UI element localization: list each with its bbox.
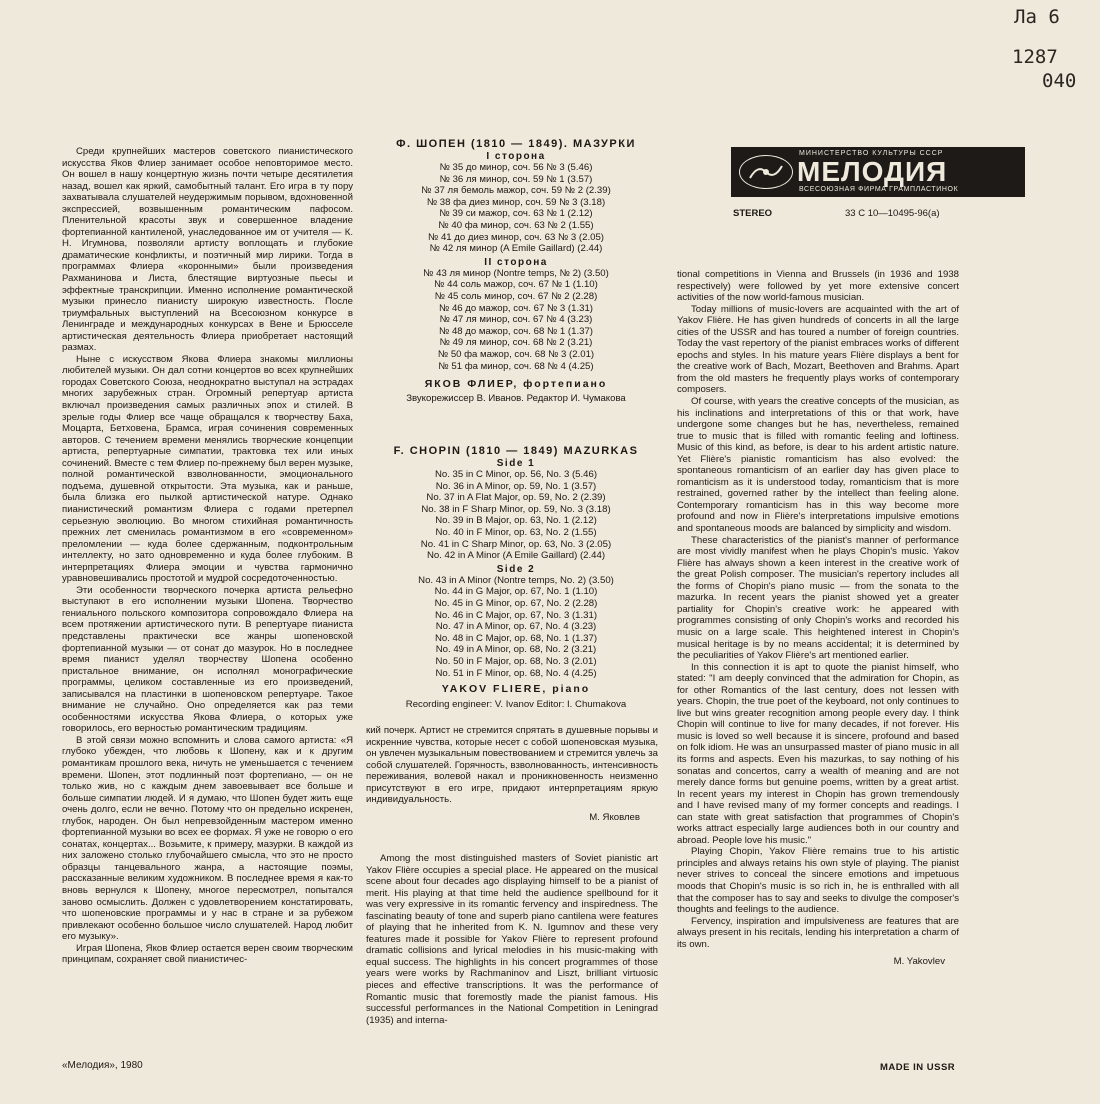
track-item: № 45 соль минор, соч. 67 № 2 (2.28): [434, 290, 598, 302]
ru-credits: Звукорежиссер В. Иванов. Редактор И. Чумакова: [406, 393, 626, 405]
paragraph: Today millions of music-lovers are acquainted with the art of Yakov Flière. He has given hundreds of concerts in all the large cities of the USSR and has toured a number of foreign countries. Today the vast repertory of the pianist embraces works of different epochs and styles. In his mature years Flière displays a bent for the creative work of Bach, Mozart, Beethoven and Brahms. Apart from the old masters he frequently plays works of contemporary composers.: [677, 303, 959, 396]
footer-publisher: «Мелодия», 1980: [62, 1060, 143, 1071]
track-item: No. 42 in A Minor (A Emile Gaillard) (2.44): [426, 550, 606, 562]
paragraph: In this connection it is apt to quote the pianist himself, who stated: "I am deeply convinced that the admiration for Chopin, as for other Romantics of the last century, does not lessen with years. Chopin, the true poet of the keyboard, not only continues to live but wins greater recognition among people every day. I think Chopin will continue to live for many decades, if not forever. His music is loved so well because it is sincere, profound and based on folk idiom. He was an unsurpassed master of piano music in all its forms and aspects. Even his mazurkas, to say nothing of his sonatas and concertos, carry a wealth of meaning and are not merely dance forms but genuine poems, written by a great artist. In recent years my interest in Chopin has grown tremendously and I have revised many of my former concepts and readings. I can state with great satisfaction that programmes of Chopin's works attract especially large audiences both in our country and abroad. People love his music.": [677, 661, 959, 846]
en-side2-heading: Side 2: [496, 563, 536, 575]
track-item: No. 46 in C Major, op. 67, No. 3 (1.31): [434, 609, 598, 621]
en-tracklist-title: F. CHOPIN (1810 — 1849) MAZURKAS: [393, 445, 639, 457]
en-signature: M. Yakovlev: [893, 956, 945, 968]
paragraph: В этой связи можно вспомнить и слова самого артиста: «Я глубоко убежден, что любовь к Шопену, как и к другим романтикам прошлого века, ничуть не уменьшается с течением времени. Шопен, этот подлинный поэт фортепиано, — он не только жив, но с каждым днем завоевывает все больше и больше симпатии людей. И я думаю, что Шопен будет жить еще очень долго, если не вечно. Потому что он предельно искренен, глубок, народен. Он был непревзойденным мастером именно фортепианной музыки во всех ее формах. Я уже не говорю о его сонатах, концертах... Возьмите, к примеру, мазурки. В каждой из них заложено столько глубочайшего смысла, что это не просто образцы танцевального жанра, а настоящие поэмы, рассказанные великим художником. В последнее время я как-то вновь вернулся к Шопену, многое пересмотрел, попытался заново осмыслить. Должен с удовлетворением констатировать, что шопеновские программы и у нас в стране и за рубежом привлекают особенно большое число слушателей. Народ любит его музыку».: [62, 734, 353, 943]
track-item: № 41 до диез минор, соч. 63 № 3 (2.05): [427, 231, 604, 243]
en-performer: YAKOV FLIERE, piano: [441, 683, 591, 696]
paragraph: Эти особенности творческого почерка артиста рельефно выступают в его исполнении музыки Шопена. Творчество гениального польского композитора сопровождало Флиера на всем протяжении артистического пути. В репертуаре пианиста представлены практически все жанры шопеновской фортепианной музыки — от сонат до мазурок. Но в последнее время пианист уделял творчеству Шопена особенно пристальное внимание, он исполнял монографические программы, целиком составленные из его произведений, записывался на пластинки в шопеновском репертуаре. Такое внимание не случайно. Оно определяется как раз теми особенностями искусства Якова Флиера, о которых уже говорилось, его верностью романтическим традициям.: [62, 584, 353, 735]
track-item: № 44 соль мажор, соч. 67 № 1 (1.10): [434, 279, 598, 291]
track-item: No. 47 in A Minor, op. 67, No. 4 (3.23): [435, 621, 597, 633]
en-credits: Recording engineer: V. Ivanov Editor: I. Chumakova: [405, 699, 627, 711]
track-item: No. 38 in F Sharp Minor, op. 59, No. 3 (3.18): [421, 503, 611, 515]
track-item: № 43 ля минор (Nontre temps, № 2) (3.50): [423, 267, 609, 279]
en-side1-list: [368, 469, 664, 562]
track-item: № 42 ля минор (A Emile Gaillard) (2.44): [429, 243, 603, 255]
label-ministry: МИНИСТЕРСТВО КУЛЬТУРЫ СССР: [799, 150, 944, 157]
russian-intro: [62, 146, 353, 966]
track-item: No. 40 in F Minor, op. 63, No. 2 (1.55): [435, 526, 597, 538]
track-item: No. 44 in G Major, op. 67, No. 1 (1.10): [434, 586, 598, 598]
track-item: No. 51 in F Minor, op. 68, No. 4 (4.25): [435, 667, 597, 679]
melodiya-logo: [731, 147, 1025, 197]
russian-tracklist: [368, 138, 664, 405]
track-item: № 49 ля минор, соч. 68 № 2 (3.21): [439, 337, 593, 349]
handwritten-catalog-sub: 040: [1042, 70, 1077, 92]
paragraph: Of course, with years the creative concepts of the musician, as his inclinations and interpretations of this or that work, have undergone some changes but he has, nevertheless, remained true to music that is filled with romantic feeling and loftiness. Music of this kind, as before, is dear to his ardent artistic nature. Yet Flière's pianistic romanticism has also evolved: the spontaneous romanticism of an earlier day has given place to romanticism as it is understood today, romanticism that is more restrained, governed rather by the intellect than feeling alone. Contemporary romanticism has in this way become more profound and now in Flière's interpretations impulsive emotions and spontaneous moods are balanced by simplicity and wisdom.: [677, 396, 959, 535]
ru-side2-list: [368, 268, 664, 372]
paragraph: Ныне с искусством Якова Флиера знакомы миллионы любителей музыки. Он дал сотни концертов во всех крупнейших городах Советского Союза, неоднократно выступал на эстрадах многих зарубежных стран. Огромный репертуар артиста включал произведения самых различных эпох и стилей. В зрелые годы Флиер все чаще обращался к творчеству Баха, Моцарта, Бетховена, Брамса, играя сочинения современных авторов. С течением времени менялись творческие концепции артиста, репертуарные симпатии, трактовка тех или иных сочинений. Вместе с тем Флиер по-прежнему был верен музыке, полной романтической взволнованности, эмоционального подъема, душевной открытости. Эта музыка, как и раньше, была близка его пылкой артистической натуре. Однако пианистический романтизм Флиера с годами претерпел серьезную эволюцию. Во многом стихийная романтичность прежних лет сменилась романтизмом в его «современном» преломлении — куда более сдержанным, подконтрольным интеллекту, но зато одновременно и куда более глубоким. В интерпретациях Флиера эмоции и чувства гармонично уравновешивались простотой и мудрой сосредоточенностью.: [62, 353, 353, 585]
english-text-start: [366, 853, 658, 1026]
paragraph: кий почерк. Артист не стремится спрятать в душевные порывы и искренние чувства, которые несет с собой шопеновская музыка, он увлечен музыкальным повествованием и стремится увлечь за собой слушателей. Горячность, взволнованность, интенсивность переживания, волевой накал и проникновенность неизменно присутствуют в его игре, придают интерпретациям яркую индивидуальность.: [366, 725, 658, 806]
ru-side1-list: [368, 162, 664, 255]
track-item: № 36 ля минор, соч. 59 № 1 (3.57): [439, 173, 593, 185]
track-item: № 35 до минор, соч. 56 № 3 (5.46): [439, 162, 593, 173]
paragraph: Играя Шопена, Яков Флиер остается верен своим творческим принципам, сохраняет свой пианистичес-: [62, 942, 353, 966]
paragraph: tional competitions in Vienna and Brussels (in 1936 and 1938 respectively) were followed by yet more extensive concert activities of the now world-famous musician.: [677, 269, 959, 304]
track-item: № 46 до мажор, соч. 67 № 3 (1.31): [439, 302, 593, 314]
catalog-label: 33 С 10—10495-96(а): [845, 208, 940, 219]
handwritten-catalog-number: 1287: [1012, 46, 1058, 68]
track-item: No. 45 in G Minor, op. 67, No. 2 (2.28): [434, 597, 598, 609]
ru-side1-heading: I сторона: [486, 151, 546, 162]
paragraph: Fervency, inspiration and impulsiveness are features that are always present in his recitals, lending his interpretation a charm of its own.: [677, 915, 959, 950]
track-item: № 51 фа минор, соч. 68 № 4 (4.25): [438, 360, 594, 372]
track-item: № 47 ля минор, соч. 67 № 4 (3.23): [439, 314, 593, 326]
track-item: № 48 до мажор, соч. 68 № 1 (1.37): [439, 325, 593, 337]
track-item: № 50 фа мажор, соч. 68 № 3 (2.01): [437, 348, 595, 360]
ru-side2-heading: II сторона: [484, 256, 548, 268]
track-item: No. 48 in C Major, op. 68, No. 1 (1.37): [434, 632, 598, 644]
english-tracklist: [368, 445, 664, 711]
track-item: No. 37 in A Flat Major, op. 59, No. 2 (2.39): [426, 492, 606, 504]
track-item: No. 43 in A Minor (Nontre temps, No. 2) (3.50): [418, 574, 614, 586]
track-item: № 40 фа минор, соч. 63 № 2 (1.55): [438, 219, 594, 231]
track-item: № 37 ля бемоль мажор, соч. 59 № 2 (2.39): [421, 185, 611, 197]
melodiya-emblem-icon: [739, 155, 793, 189]
track-item: No. 49 in A Minor, op. 68, No. 2 (3.21): [435, 644, 597, 656]
track-item: No. 50 in F Major, op. 68, No. 3 (2.01): [435, 655, 597, 667]
label-brand: МЕЛОДИЯ: [797, 156, 948, 187]
ru-signature: М. Яковлев: [589, 811, 640, 823]
track-item: No. 41 in C Sharp Minor, op. 63, No. 3 (2.05): [420, 538, 612, 550]
paragraph: Among the most distinguished masters of Soviet pianistic art Yakov Flière occupies a special place. He appeared on the musical scene about four decades ago displaying himself to be a pianist of merit. His playing at that time held the audience spellbound for it was very expressive in its romantic fervency and inspiredness. The fascinating beauty of tone and superb piano cantilena were features of playing that he inherited from K. N. Igumnov and these very features made it possible for Yakov Flière to represent profound dramatic collisions and lyrical melodies in his music-making with equal success. The highlights in his concert programmes of those years were works by Rachmaninov and Liszt, brilliant virtuosic pieces and effective transcriptions. It was the performance of Romantic music that foremostly made the pianist famous. His successful performances in the National Competition in Leningrad (1935) and interna-: [366, 853, 658, 1026]
track-item: № 39 си мажор, соч. 63 № 1 (2.12): [439, 208, 593, 220]
stereo-label: STEREO: [733, 208, 773, 219]
ru-tracklist-title: Ф. ШОПЕН (1810 — 1849). МАЗУРКИ: [396, 138, 636, 150]
en-side2-list: [368, 575, 664, 679]
paragraph: These characteristics of the pianist's manner of performance are most vividly manifest when he plays Chopin's music. Yakov Flière has always shown a keen interest in the creative work of the great Polish composer. The musician's repertory includes all the forms of Chopin's piano music — from the sonata to the mazurka. In recent years the pianist showed yet a greater partiality for Chopin's creative work: he appeared with programmes consisting of only Chopin's works and recorded his music on a large scale. This heightened interest in Chopin's musical heritage is by no means accidental; it is determined by the peculiarities of Yakov Flière's art mentioned earlier.: [677, 534, 959, 662]
track-item: No. 39 in B Major, op. 63, No. 1 (2.12): [435, 515, 597, 527]
footer-made-in: MADE IN USSR: [880, 1062, 956, 1073]
track-item: № 38 фа диез минор, соч. 59 № 3 (3.18): [426, 196, 606, 208]
english-text-right: [677, 269, 959, 968]
track-item: No. 35 in C Minor, op. 56, No. 3 (5.46): [434, 469, 598, 480]
handwritten-note: Ла 6: [1014, 6, 1060, 28]
paragraph: Среди крупнейших мастеров советского пианистического искусства Яков Флиер занимает особое неповторимое место. Он вошел в нашу концертную жизнь почти четыре десятилетия назад, вошел как яркий, самобытный талант. Его игра в ту пору захватывала слушателей неудержимым порывом, вдохновенной экспрессией, возвышенным романтическим пафосом. Пленительной красоты звук и совершенное владение фортепианной кантиленой, унаследованное им от учителя — К. Н. Игумнова, позволяли артисту воплощать и глубокие драматические конфликты, и поэтичный мир лирики. Тогда в программах Флиера «коронными» были произведения Рахманинова и Листа, блестящие виртуозные пьесы и эффектные транскрипции. Именно исполнение романтической музыки принесло пианисту широкую известность. После триумфальных выступлений на Всесоюзном конкурсе в Ленинграде и международных конкурсах в Вене и Брюсселе артистическая деятельность Флиера приобретает настоящий размах.: [62, 146, 353, 354]
russian-continuation: [366, 725, 658, 823]
paragraph: Playing Chopin, Yakov Flière remains true to his artistic principles and always retains his own style of playing. The pianist never strives to conceal the sincere emotions and impetuous moods that Chopin's music is so rich in, he is enthralled with all that the composer has to say and seeks to divulge the composer's thoughts and feelings to the audience.: [677, 846, 959, 916]
en-side1-heading: Side 1: [496, 458, 536, 469]
track-item: No. 36 in A Minor, op. 59, No. 1 (3.57): [435, 480, 597, 492]
label-firm: ВСЕСОЮЗНАЯ ФИРМА ГРАМПЛАСТИНОК: [799, 186, 959, 193]
ru-performer: ЯКОВ ФЛИЕР, фортепиано: [424, 378, 608, 391]
